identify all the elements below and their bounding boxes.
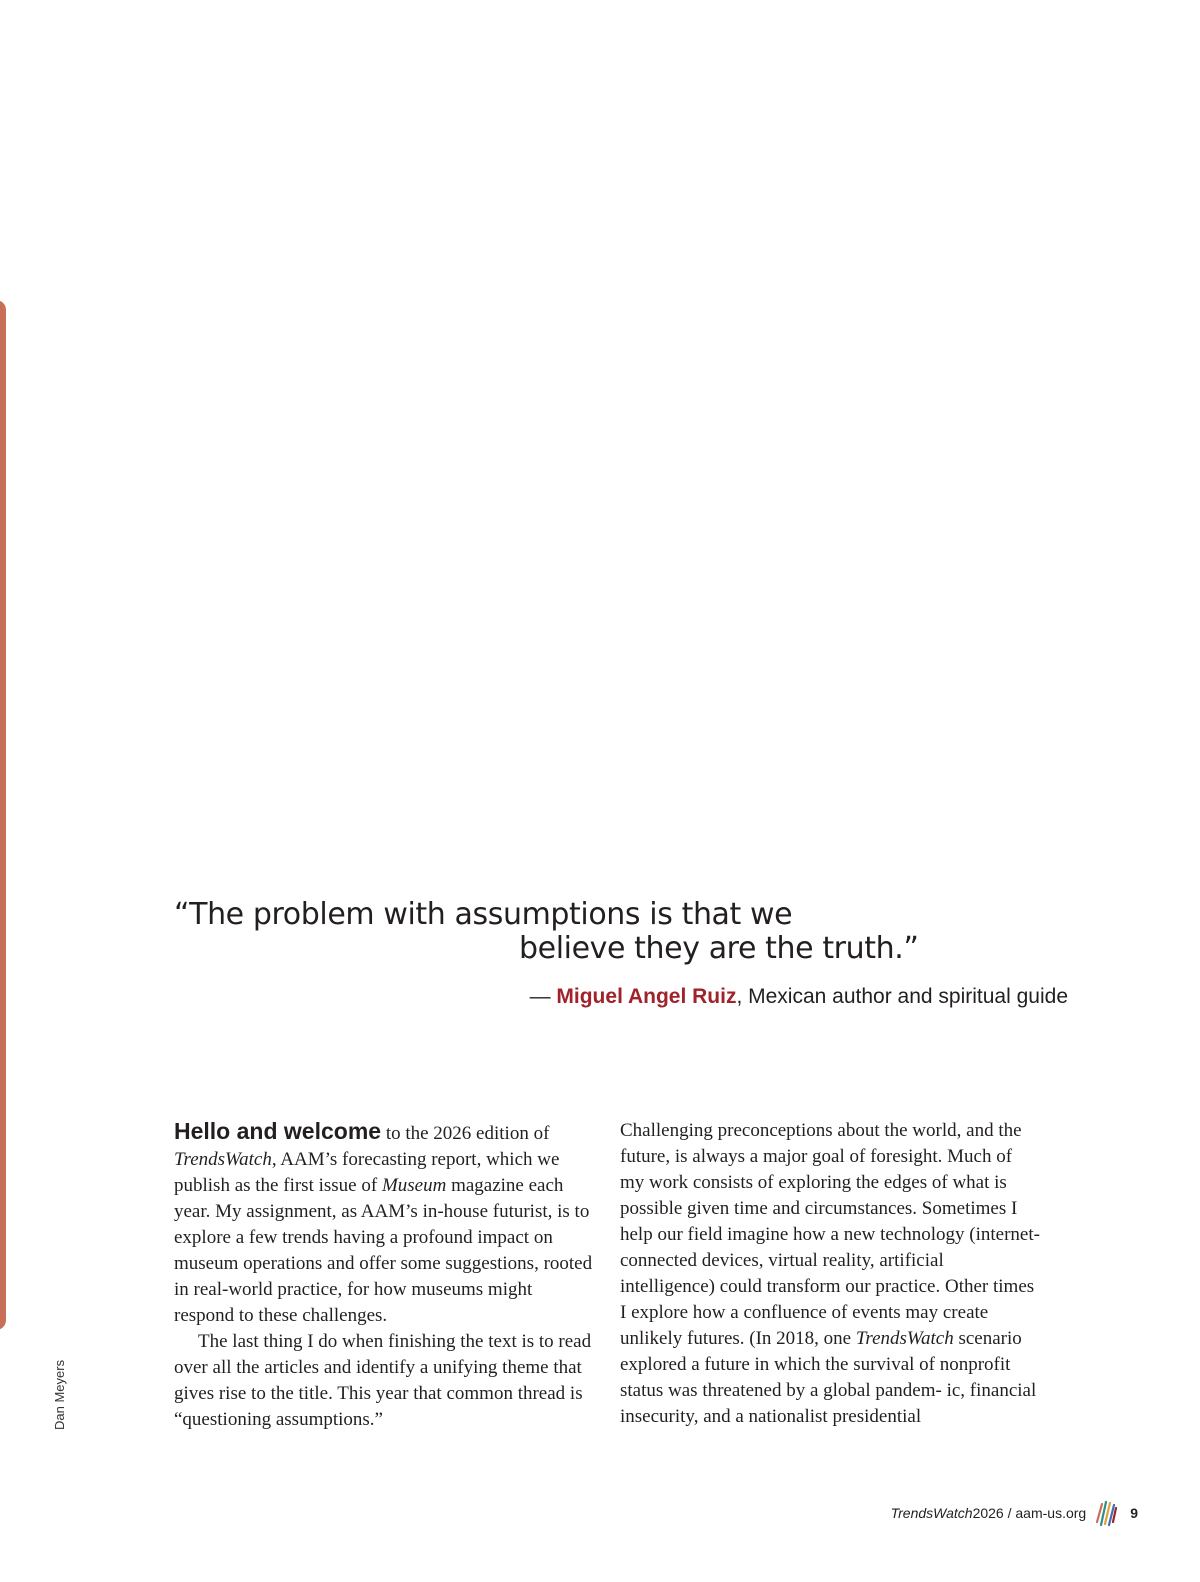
- body-column-right: [620, 1118, 1040, 1430]
- paragraph-text: Challenging preconceptions about the world, and the future, is always a major goal of foresight. Much of my work consists of exploring the edges of what is possible given time and circumstances. Sometimes I help our field imagine how a new technology (internet-connected devices, virtual reality, artificial intelligence) could transform our practice. Other times I explore how a confluence of events may create unlikely futures. (In 2018, one: [620, 1120, 1040, 1349]
- lead-in: Hello and welcome: [174, 1118, 382, 1144]
- publication-title: TrendsWatch: [855, 1328, 954, 1349]
- paragraph: [174, 1118, 594, 1329]
- magazine-title: Museum: [381, 1175, 447, 1196]
- aam-stripes-logo-icon: [1094, 1498, 1118, 1528]
- paragraph-text: scenario explored a future in which the survival of nonprofit status was threatened by a global pandem- ic, financial insecurity, and a nationalist presidential: [620, 1328, 1037, 1427]
- attribution-dash: —: [529, 985, 557, 1008]
- paragraph: The last thing I do when finishing the text is to read over all the articles and identify a unifying theme that gives rise to the title. This year that common thread is “questioning assumptions.”: [174, 1331, 592, 1430]
- quote-author: Miguel Angel Ruiz: [556, 985, 737, 1008]
- paragraph: [620, 1118, 1040, 1430]
- footer-publication: TrendsWatch: [890, 1505, 973, 1521]
- paragraph-text: , AAM’s forecasting report, which we publish as the first issue of: [174, 1149, 560, 1196]
- author-descriptor: , Mexican author and spiritual guide: [736, 985, 1068, 1008]
- page-number: 9: [1130, 1505, 1138, 1521]
- quote-line-1: “The problem with assumptions is that we: [174, 897, 793, 932]
- publication-title: TrendsWatch: [174, 1149, 272, 1170]
- body-column-left: [174, 1118, 594, 1433]
- paragraph-text: magazine each year. My assignment, as AAM’s in-house futurist, is to explore a few trends having a profound impact on museum operations and offer some suggestions, rooted in real-world practice, for how museums might respond to these challenges.: [174, 1175, 593, 1326]
- accent-side-bar: [0, 300, 6, 1330]
- quote-line-2: believe they are the truth.”: [519, 931, 919, 966]
- paragraph-text: to the 2026 edition of: [381, 1123, 550, 1144]
- quote-attribution: [530, 985, 1068, 1009]
- footer-site: 2026 / aam-us.org: [972, 1505, 1087, 1521]
- photo-credit: Dan Meyers: [52, 1359, 67, 1430]
- page-footer: [891, 1498, 1138, 1528]
